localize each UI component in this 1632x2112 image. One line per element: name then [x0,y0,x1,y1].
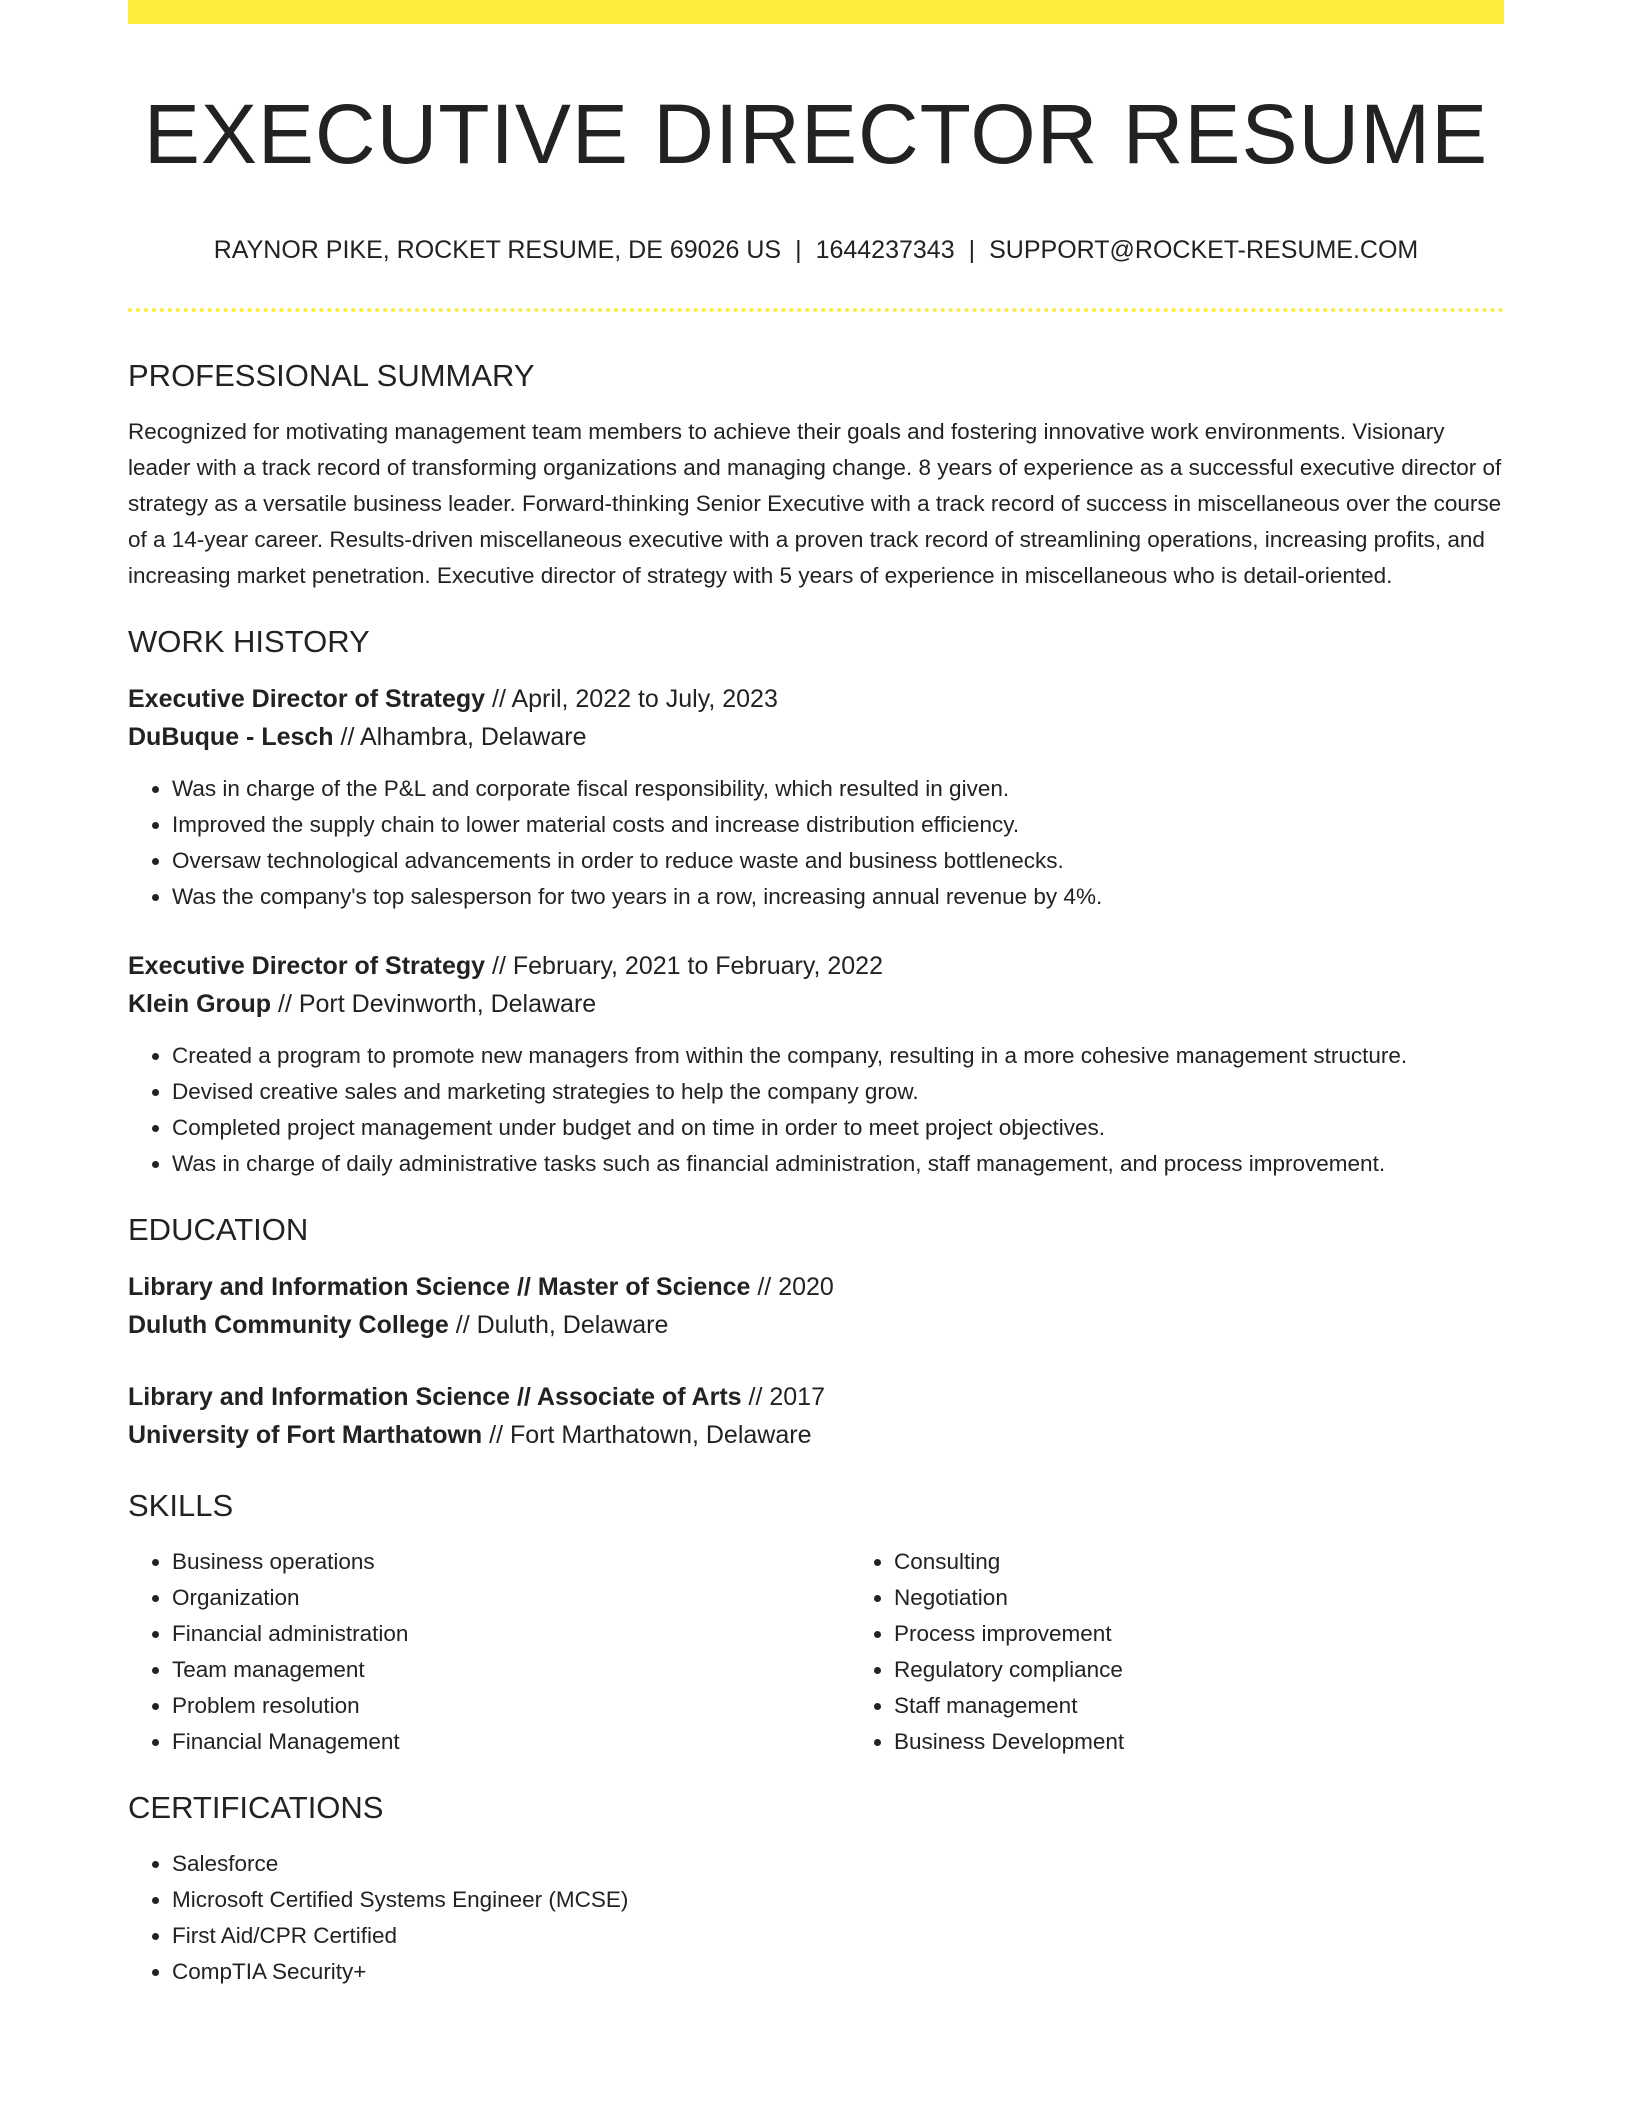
job-dates: // February, 2021 to February, 2022 [485,952,883,980]
list-item: • Problem resolution [172,1688,850,1724]
list-item: • Salesforce [172,1846,1504,1882]
skills-heading: SKILLS [128,1488,234,1523]
list-item: • Staff management [894,1688,1572,1724]
list-item: • Financial administration [172,1616,850,1652]
contact-separator: | [968,236,976,264]
contact-line [128,234,1504,266]
school: Duluth Community College [128,1311,449,1339]
list-item: • Completed project management under budget and on time in order to meet project objectives. [172,1110,1504,1146]
job-title-line [128,947,1504,985]
degree-year: // 2017 [741,1383,825,1411]
education-entry [128,1268,1504,1344]
list-item: • Microsoft Certified Systems Engineer (MCSE) [172,1882,1504,1918]
job-title-line [128,680,1504,718]
degree-line [128,1378,1504,1416]
contact-email: SUPPORT@ROCKET-RESUME.COM [989,236,1419,264]
education-heading: EDUCATION [128,1212,309,1247]
summary-text: Recognized for motivating management team members to achieve their goals and fostering innovative work environments. Visionary leader with a track record of transforming organizations and managing change. 8 years of experience as a successful executive director of strategy as a versatile business leader. Forward-thinking Senior Executive with a track record of success in miscellaneous over the course of a 14-year career. Results-driven miscellaneous executive with a proven track record of streamlining operations, increasing profits, and increasing market penetration. Executive director of strategy with 5 years of experience in miscellaneous who is detail-oriented. [128,419,1502,588]
list-item: • Business operations [172,1544,850,1580]
job-entry [128,680,1504,915]
list-item: • Was the company's top salesperson for two years in a row, increasing annual revenue by 4%. [172,879,1504,915]
job-entry [128,947,1504,1182]
list-item: • CompTIA Security+ [172,1954,1504,1990]
list-item: • Financial Management [172,1724,850,1760]
work-history-heading: WORK HISTORY [128,624,370,659]
job-company: DuBuque - Lesch [128,723,334,751]
skills-list-right [850,1544,1572,1760]
list-item: • Team management [172,1652,850,1688]
job-location: // Alhambra, Delaware [333,723,587,751]
degree: Library and Information Science // Master of Science [128,1273,751,1301]
list-item: • Process improvement [894,1616,1572,1652]
list-item: • Oversaw technological advancements in order to reduce waste and business bottlenecks. [172,843,1504,879]
job-company-line [128,718,1504,756]
education-entry [128,1378,1504,1454]
skills-columns [128,1544,1504,1760]
list-item: • Was in charge of the P&L and corporate fiscal responsibility, which resulted in given. [172,771,1504,807]
certifications-list [128,1846,1504,1990]
skills-list-left [128,1544,850,1760]
job-dates: // April, 2022 to July, 2023 [485,685,778,713]
list-item: • Devised creative sales and marketing strategies to help the company grow. [172,1074,1504,1110]
header-divider [128,308,1504,312]
list-item: • Regulatory compliance [894,1652,1572,1688]
list-item: • Organization [172,1580,850,1616]
summary-heading: PROFESSIONAL SUMMARY [128,358,535,393]
list-item: • Negotiation [894,1580,1572,1616]
list-item: • Created a program to promote new managers from within the company, resulting in a more cohesive management structure. [172,1038,1504,1074]
degree: Library and Information Science // Associate of Arts [128,1383,742,1411]
job-title: Executive Director of Strategy [128,952,486,980]
accent-bar [128,0,1504,24]
job-company: Klein Group [128,990,272,1018]
list-item: • Consulting [894,1544,1572,1580]
contact-address: RAYNOR PIKE, ROCKET RESUME, DE 69026 US [213,236,782,264]
contact-separator: | [795,236,802,264]
degree-year: // 2020 [750,1273,834,1301]
job-bullets [128,1038,1504,1182]
list-item: • First Aid/CPR Certified [172,1918,1504,1954]
school: University of Fort Marthatown [128,1421,483,1449]
school-location: // Duluth, Delaware [448,1311,669,1339]
certifications-heading: CERTIFICATIONS [128,1790,384,1825]
job-bullets [128,771,1504,915]
job-title: Executive Director of Strategy [128,685,486,713]
degree-line [128,1268,1504,1306]
resume-title: EXECUTIVE DIRECTOR RESUME [143,87,1489,181]
school-line [128,1416,1504,1454]
job-location: // Port Devinworth, Delaware [271,990,597,1018]
contact-phone: 1644237343 [815,236,955,264]
school-line [128,1306,1504,1344]
list-item: • Improved the supply chain to lower material costs and increase distribution efficiency. [172,807,1504,843]
job-company-line [128,985,1504,1023]
list-item: • Was in charge of daily administrative tasks such as financial administration, staff management, and process improvement. [172,1146,1504,1182]
list-item: • Business Development [894,1724,1572,1760]
resume-page [128,0,1504,1990]
school-location: // Fort Marthatown, Delaware [482,1421,812,1449]
